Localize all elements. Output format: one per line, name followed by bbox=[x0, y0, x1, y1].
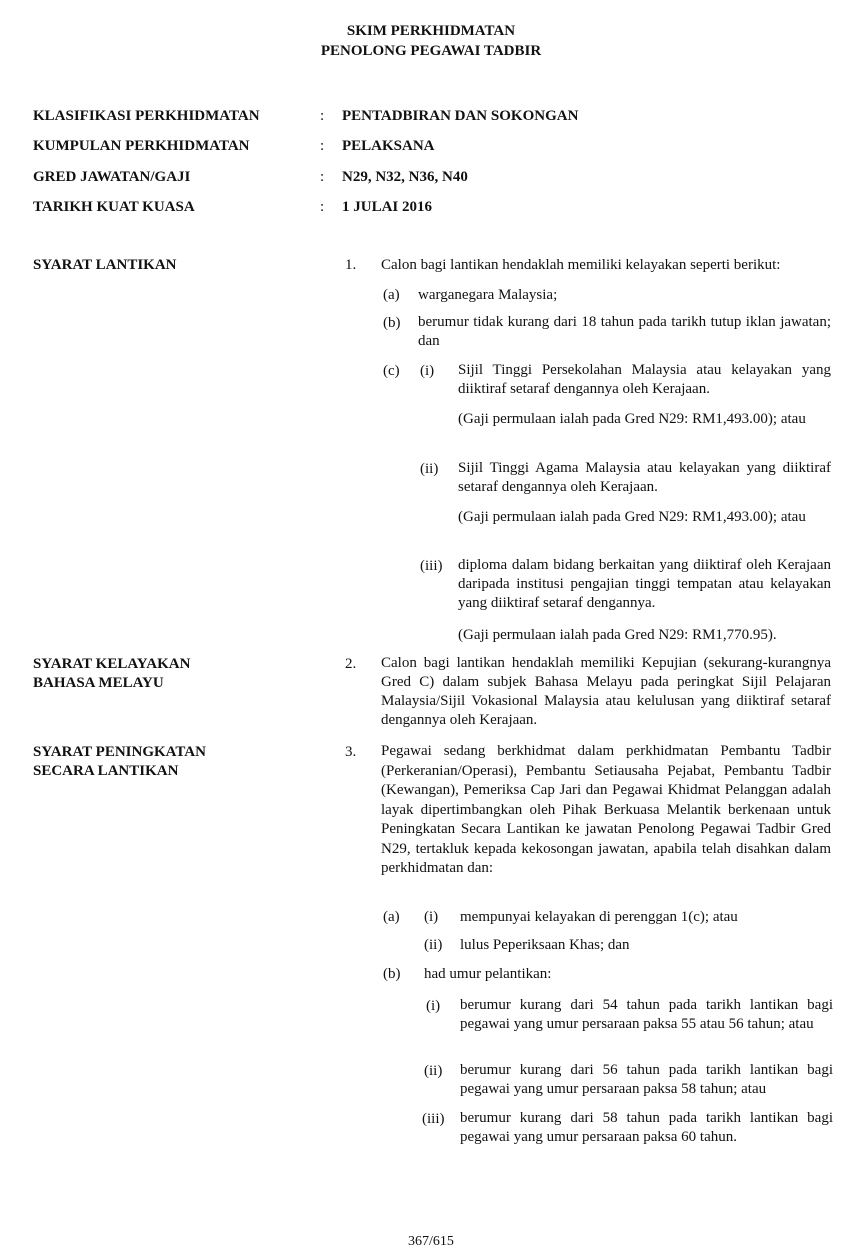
document-title-line1: SKIM PERKHIDMATAN bbox=[346, 23, 516, 39]
subitem-text: berumur kurang dari 56 tahun pada tarikh lantikan bagi pegawai yang umur persaraan paksa 58 tahun; atau bbox=[460, 1062, 833, 1097]
subitem-marker: (iii) bbox=[420, 558, 443, 574]
subitem-marker: (ii) bbox=[420, 461, 439, 477]
item-marker: (b) bbox=[383, 966, 401, 982]
info-label-klasifikasi: KLASIFIKASI PERKHIDMATAN bbox=[33, 108, 260, 124]
info-colon: : bbox=[320, 199, 325, 215]
subitem-marker: (i) bbox=[426, 998, 441, 1014]
info-colon: : bbox=[320, 108, 325, 124]
info-label-gred: GRED JAWATAN/GAJI bbox=[33, 169, 191, 185]
section-heading-line1: SYARAT KELAYAKAN bbox=[33, 656, 191, 672]
info-colon: : bbox=[320, 138, 325, 154]
section-text: Pegawai sedang berkhidmat dalam perkhidmatan Pembantu Tadbir (Perkeranian/Operasi), Pembantu Setiausaha Pejabat, Pembantu Tadbir (Kewangan), Pemeriksa Cap Jari dan Pegawai Khidmat Pelanggan adalah layak dipertimbangkan oleh Pihak Berkuasa Melantik berkenaan untuk Peningkatan Secara Lantikan ke jawatan Penolong Pegawai Tadbir Gred N29, tertakluk kepada kekosongan jawatan, apabila telah disahkan dalam perkhidmatan dan: bbox=[381, 743, 831, 876]
subitem-text: mempunyai kelayakan di perenggan 1(c); atau bbox=[460, 909, 738, 925]
info-colon: : bbox=[320, 169, 325, 185]
item-text: had umur pelantikan: bbox=[424, 966, 552, 982]
document-title-line2: PENOLONG PEGAWAI TADBIR bbox=[320, 43, 542, 59]
subitem-text: Sijil Tinggi Agama Malaysia atau kelayakan yang diiktiraf setaraf dengannya oleh Kerajaan. bbox=[458, 460, 831, 495]
item-marker: (c) bbox=[383, 363, 400, 379]
section-heading: SYARAT LANTIKAN bbox=[33, 257, 177, 273]
subitem-marker: (iii) bbox=[422, 1111, 445, 1127]
item-marker: (a) bbox=[383, 909, 400, 925]
section-number: 2. bbox=[345, 656, 357, 672]
info-label-kumpulan: KUMPULAN PERKHIDMATAN bbox=[33, 138, 250, 154]
info-value-gred: N29, N32, N36, N40 bbox=[342, 169, 468, 185]
info-label-tarikh: TARIKH KUAT KUASA bbox=[33, 199, 195, 215]
subitem-marker: (i) bbox=[420, 363, 435, 379]
item-marker: (b) bbox=[383, 315, 401, 331]
item-text: warganegara Malaysia; bbox=[418, 287, 558, 303]
info-value-klasifikasi: PENTADBIRAN DAN SOKONGAN bbox=[342, 108, 579, 124]
info-value-kumpulan: PELAKSANA bbox=[342, 138, 435, 154]
subitem-text: berumur kurang dari 54 tahun pada tarikh lantikan bagi pegawai yang umur persaraan paksa 55 atau 56 tahun; atau bbox=[460, 997, 833, 1032]
section-heading-line1: SYARAT PENINGKATAN bbox=[33, 744, 206, 760]
subitem-text: diploma dalam bidang berkaitan yang diiktiraf oleh Kerajaan daripada institusi pengajian tinggi tempatan atau kelayakan yang diiktiraf setaraf dengannya. bbox=[458, 557, 831, 611]
item-marker: (a) bbox=[383, 287, 400, 303]
subitem-marker: (ii) bbox=[424, 937, 443, 953]
page-number: 367/615 bbox=[408, 1234, 454, 1249]
subitem-text: Sijil Tinggi Persekolahan Malaysia atau kelayakan yang diiktiraf setaraf dengannya oleh Kerajaan. bbox=[458, 362, 831, 397]
subitem-text: berumur kurang dari 58 tahun pada tarikh lantikan bagi pegawai yang umur persaraan paksa 60 tahun. bbox=[460, 1110, 833, 1145]
section-heading-line2: SECARA LANTIKAN bbox=[33, 763, 179, 779]
salary-note: (Gaji permulaan ialah pada Gred N29: RM1,770.95). bbox=[458, 627, 777, 643]
section-number: 3. bbox=[345, 744, 357, 760]
subitem-text: lulus Peperiksaan Khas; dan bbox=[460, 937, 630, 953]
section-intro: Calon bagi lantikan hendaklah memiliki kelayakan seperti berikut: bbox=[381, 257, 781, 273]
salary-note: (Gaji permulaan ialah pada Gred N29: RM1,493.00); atau bbox=[458, 411, 806, 427]
subitem-marker: (ii) bbox=[424, 1063, 443, 1079]
item-text: berumur tidak kurang dari 18 tahun pada tarikh tutup iklan jawatan; dan bbox=[418, 314, 831, 349]
section-heading-line2: BAHASA MELAYU bbox=[33, 675, 164, 691]
subitem-marker: (i) bbox=[424, 909, 439, 925]
section-text: Calon bagi lantikan hendaklah memiliki Kepujian (sekurang-kurangnya Gred C) dalam subjek Bahasa Melayu pada peringkat Sijil Pelajaran Malaysia/Sijil Vokasional Malaysia atau kelulusan yang diiktiraf setaraf dengannya oleh Kerajaan. bbox=[381, 655, 831, 728]
section-number: 1. bbox=[345, 257, 357, 273]
info-value-tarikh: 1 JULAI 2016 bbox=[342, 199, 433, 215]
salary-note: (Gaji permulaan ialah pada Gred N29: RM1,493.00); atau bbox=[458, 509, 806, 525]
